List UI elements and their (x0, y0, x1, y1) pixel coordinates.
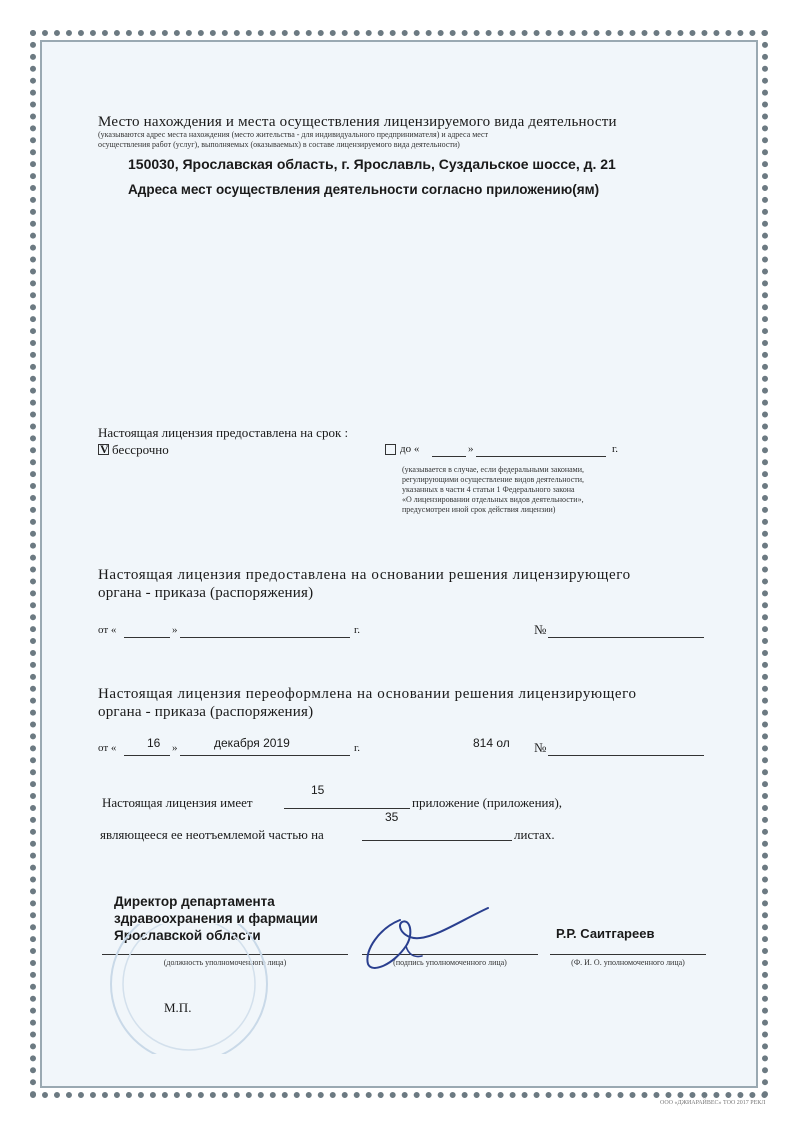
reissue-year-suffix: г. (354, 742, 361, 754)
term-label: Настоящая лицензия предоставлена на срок : (98, 425, 349, 440)
reissue-number-line (548, 755, 704, 756)
term-note-3: указанных в части 4 статьи 1 Федерального закона (402, 485, 575, 494)
until-checkbox[interactable] (385, 444, 396, 455)
reissue-day: 16 (147, 736, 161, 750)
printer-footer: ООО «ДЖИАРАЙВЕС» ТОО 2017 РЕКЛ (660, 1100, 766, 1106)
reissue-from-prefix: от « (98, 742, 117, 754)
indefinite-label: бессрочно (112, 442, 169, 457)
activity-places: Адреса мест осуществления деятельности согласно приложению(ям) (128, 182, 600, 197)
signatory-name: Р.Р. Саитгареев (556, 926, 655, 941)
position-line-3: Ярославской области (114, 928, 261, 943)
caption-name: (Ф. И. О. уполномоченного лица) (571, 958, 685, 967)
reissue-number-prefix: № (534, 740, 547, 755)
official-stamp (104, 924, 274, 1054)
appendix-sheets: 35 (385, 810, 399, 824)
grant-day-line (124, 637, 170, 638)
until-suffix: г. (612, 443, 619, 455)
indefinite-checkbox[interactable] (98, 444, 109, 455)
license-address: 150030, Ярославская область, г. Ярославль, Суздальское шоссе, д. 21 (128, 156, 616, 172)
appendix-suffix: приложение (приложения), (412, 795, 563, 810)
reissue-date-line (180, 755, 350, 756)
until-date-line (476, 456, 606, 457)
grant-number-line (548, 637, 704, 638)
grant-line-2: органа - приказа (распоряжения) (98, 585, 314, 601)
check-mark: V (100, 442, 109, 456)
reissue-month-year: декабря 2019 (214, 736, 290, 750)
grant-line-1: Настоящая лицензия предоставлена на основании решения лицензирующего (98, 567, 631, 583)
appendix-count: 15 (311, 783, 325, 797)
caption-signature: (подпись уполномоченного лица) (393, 958, 507, 967)
reissue-order-number: 814 ол (473, 736, 510, 750)
term-note-5: предусмотрен иной срок действия лицензии) (402, 505, 556, 514)
grant-from-prefix: от « (98, 624, 117, 636)
term-note-4: «О лицензировании отдельных видов деятельности», (402, 495, 584, 504)
until-prefix: до « (400, 443, 420, 455)
grant-year-suffix: г. (354, 624, 361, 636)
appendix-prefix: Настоящая лицензия имеет (102, 795, 253, 810)
until-day-line (432, 456, 466, 457)
appendix-count-line (284, 808, 410, 809)
term-note-2: регулирующими осуществление видов деятельности, (402, 475, 585, 484)
reissue-line-1: Настоящая лицензия переоформлена на основании решения лицензирующего (98, 686, 637, 702)
stamp-place: М.П. (164, 1000, 192, 1015)
caption-position: (должность уполномоченного лица) (163, 958, 287, 967)
location-note-2: осуществления работ (услуг), выполняемых (оказываемых) в составе лицензируемого вида деятельности) (98, 140, 460, 149)
reissue-line-2: органа - приказа (распоряжения) (98, 704, 314, 720)
grant-number-prefix: № (534, 622, 547, 637)
until-mid: » (468, 443, 474, 455)
grant-date-line (180, 637, 350, 638)
name-line (550, 954, 706, 955)
handwritten-signature (362, 906, 492, 976)
sheets-suffix: листах. (514, 827, 555, 842)
reissue-from-mid: » (172, 742, 178, 754)
grant-from-mid: » (172, 624, 178, 636)
term-note-1: (указывается в случае, если федеральными законами, (402, 465, 585, 474)
sheets-line (362, 840, 512, 841)
position-line-2: здравоохранения и фармации (114, 911, 318, 926)
position-line-1: Директор департамента (114, 894, 275, 909)
sheets-prefix: являющееся ее неотъемлемой частью на (100, 827, 324, 842)
reissue-day-line (124, 755, 170, 756)
location-note-1: (указываются адрес места нахождения (место жительства - для индивидуального предпринимателя) и адреса мест (98, 130, 489, 139)
location-heading: Место нахождения и места осуществления лицензируемого вида деятельности (98, 114, 617, 130)
